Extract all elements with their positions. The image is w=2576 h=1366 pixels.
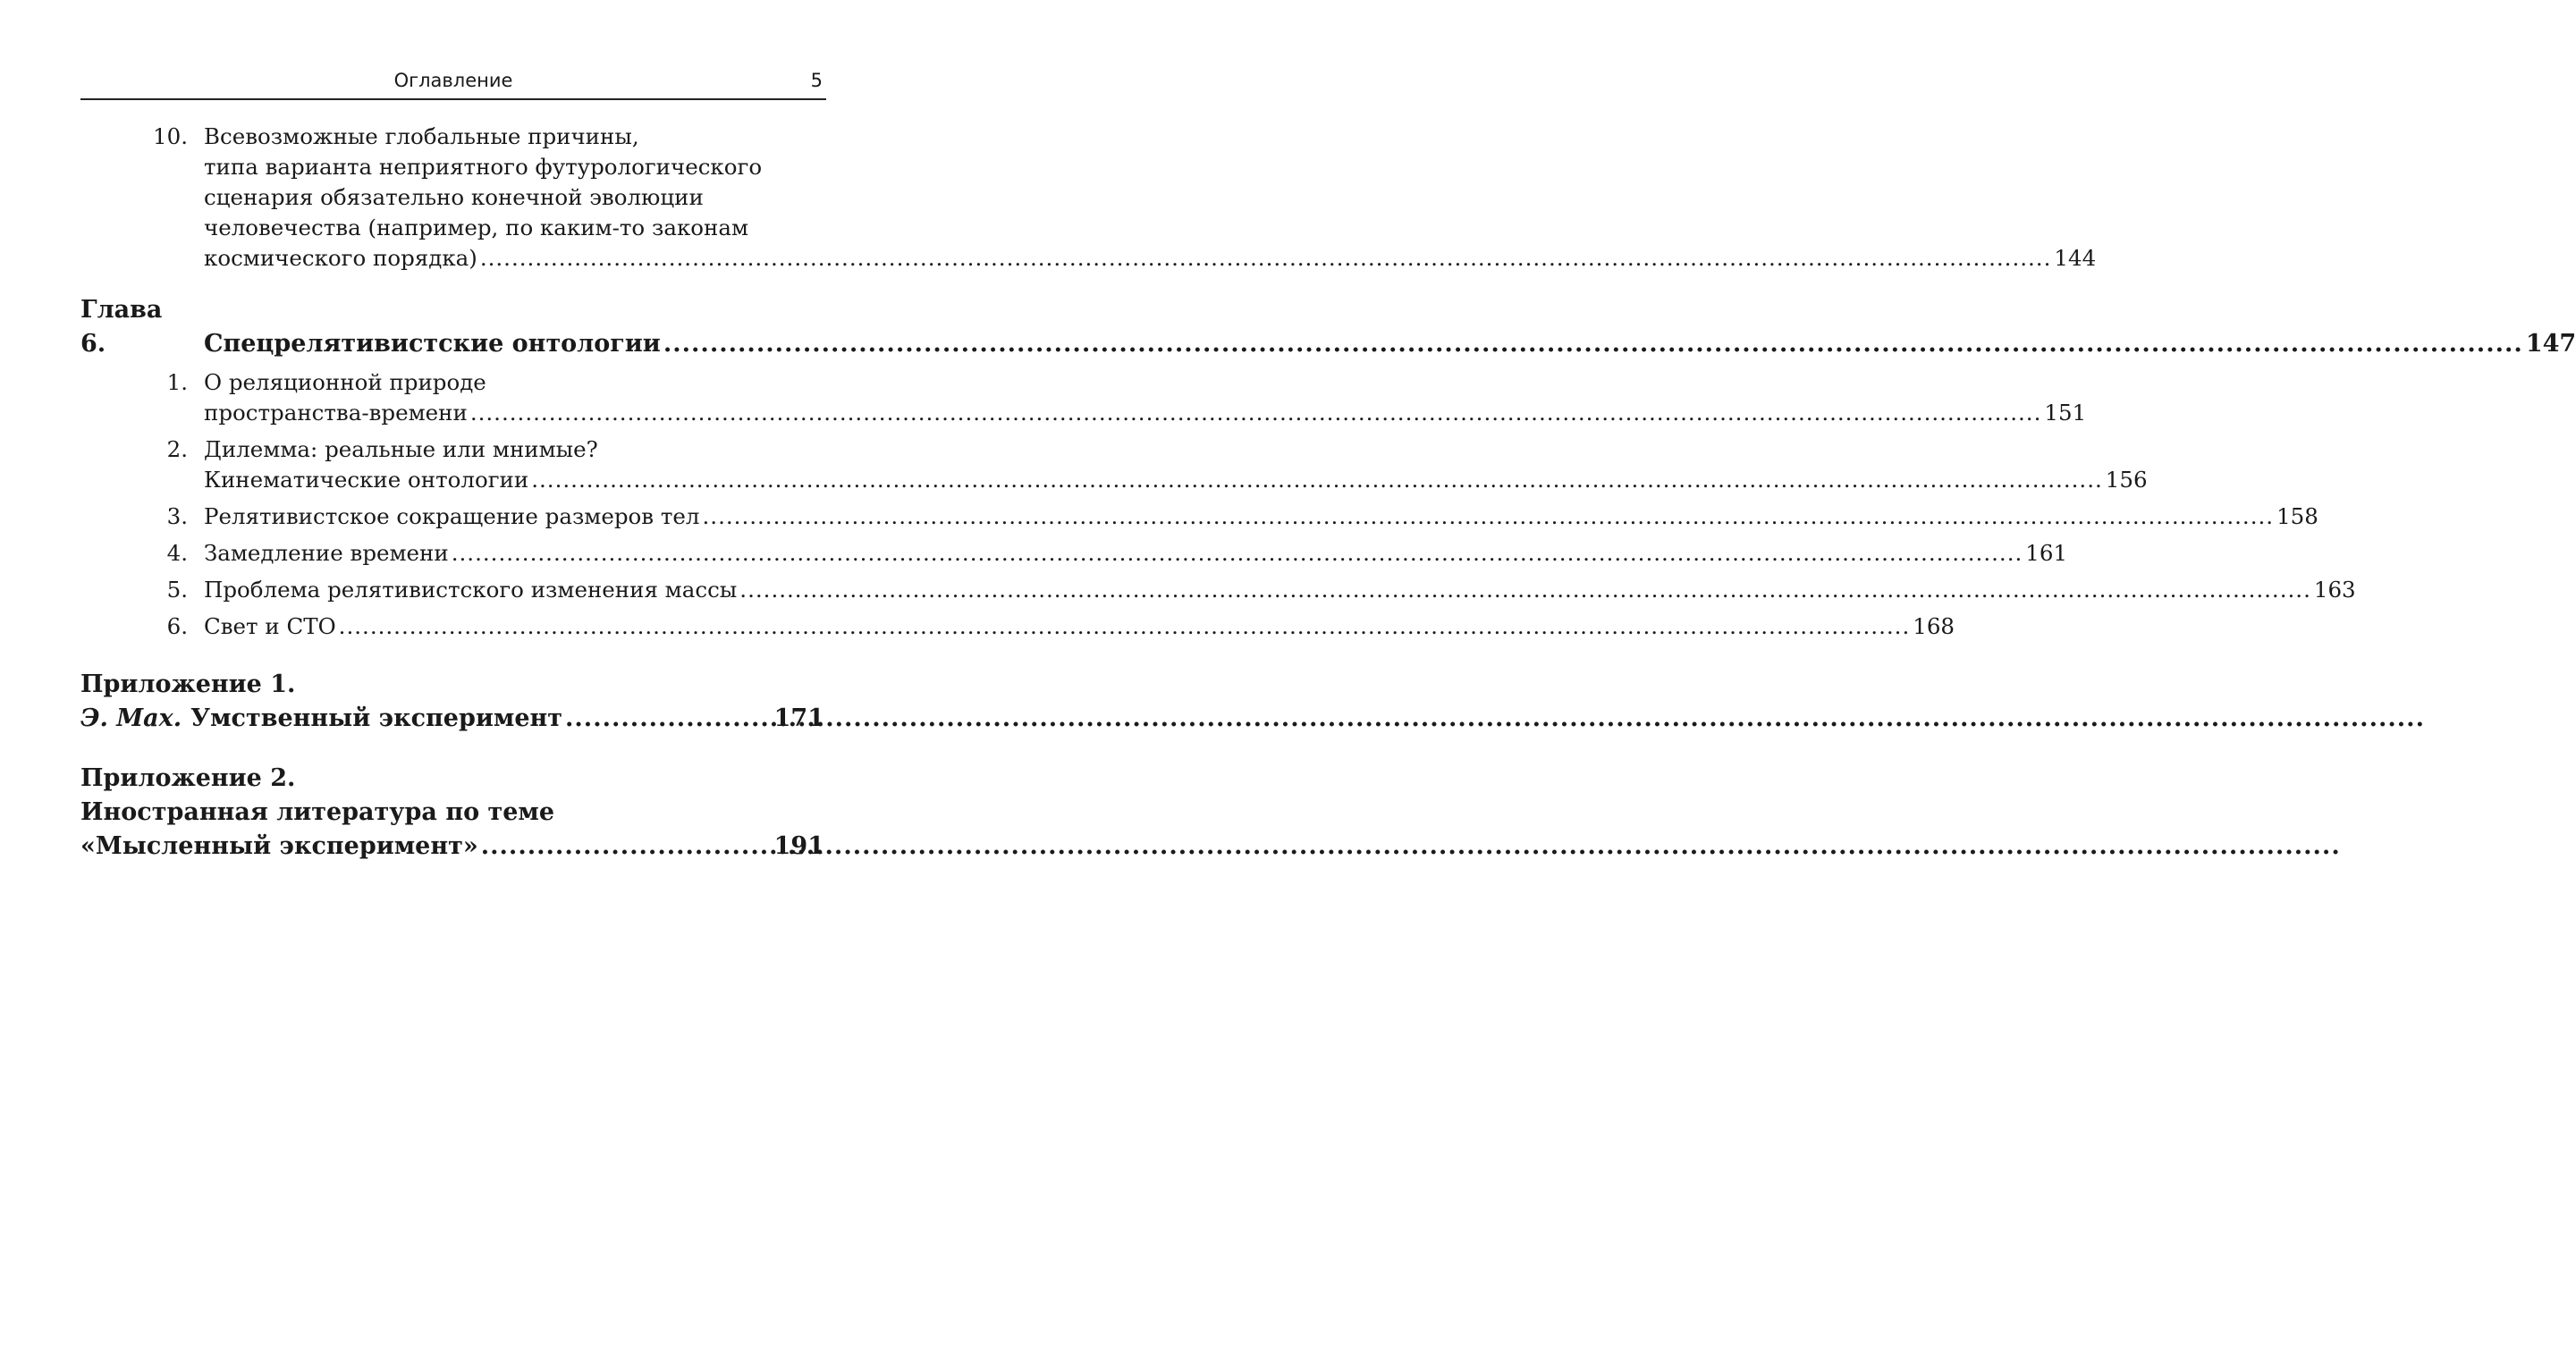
toc-entry-section-5[interactable]	[80, 575, 2356, 605]
toc-entry-section-3[interactable]	[80, 502, 2318, 532]
entry-number: 5.	[166, 577, 188, 603]
entry-page: 151	[2044, 400, 2087, 426]
leader-dots	[339, 611, 1911, 642]
header-title: Оглавление	[393, 70, 513, 91]
appendix-label: Приложение 1.	[80, 670, 296, 698]
entry-page: 168	[1913, 613, 1955, 639]
entry-number: 2.	[166, 436, 188, 462]
entry-line: типа варианта неприятного футурологического	[204, 154, 763, 180]
leader-dots	[481, 830, 772, 864]
leader-dots	[470, 398, 2042, 428]
entry-title: Замедление времени	[204, 540, 449, 566]
appendix-title-line: «Мысленный эксперимент»	[80, 832, 478, 860]
toc-entry-section-10[interactable]	[80, 122, 2097, 274]
entry-title: Релятивистское сокращение размеров тел	[204, 503, 700, 529]
entry-line: Дилемма: реальные или мнимые?	[204, 436, 598, 462]
chapter-title: Спецрелятивистские онтологии	[204, 330, 661, 358]
toc-entry-section-4[interactable]	[80, 538, 2068, 569]
appendix-page: 171	[773, 704, 824, 732]
entry-page: 163	[2313, 577, 2356, 603]
entry-line: Всевозможные глобальные причины,	[204, 123, 639, 149]
entry-page: 158	[2276, 503, 2318, 529]
running-header	[80, 66, 826, 100]
entry-line: О реляционной природе	[204, 369, 486, 395]
entry-number: 6.	[166, 613, 188, 639]
entry-line: человечества (например, по каким-то законам	[204, 215, 748, 240]
toc-entry-chapter-6[interactable]	[80, 293, 2576, 361]
entry-line: сценария обязательно конечной эволюции	[204, 184, 704, 210]
appendix-label: Приложение 2.	[80, 764, 296, 792]
header-page-number: 5	[810, 70, 823, 91]
leader-dots	[663, 327, 2523, 361]
toc-entry-appendix-1[interactable]	[80, 668, 824, 736]
entry-title: Проблема релятивистского изменения массы	[204, 577, 738, 603]
chapter-number: Глава 6.	[80, 296, 163, 358]
toc-entry-section-6[interactable]	[80, 611, 1955, 642]
entry-page: 144	[2054, 245, 2097, 271]
appendix-page: 191	[773, 832, 824, 860]
entry-line: пространства-времени	[204, 400, 468, 426]
entry-title: Свет и СТО	[204, 613, 336, 639]
leader-dots	[703, 502, 2275, 532]
toc-entry-appendix-2[interactable]	[80, 762, 824, 864]
entry-page: 161	[2025, 540, 2068, 566]
leader-dots	[480, 243, 2052, 274]
entry-number: 4.	[166, 540, 188, 566]
entry-number: 1.	[166, 369, 188, 395]
leader-dots	[565, 702, 772, 736]
entry-line: Кинематические онтологии	[204, 467, 529, 493]
table-of-contents	[80, 122, 2576, 864]
appendix-title-line: Иностранная литература по теме	[80, 798, 555, 826]
appendix-title: Умственный эксперимент	[190, 704, 562, 732]
entry-number: 10.	[153, 123, 188, 149]
leader-dots	[739, 575, 2311, 605]
leader-dots	[452, 538, 2023, 569]
leader-dots	[531, 465, 2103, 495]
toc-entry-section-1[interactable]	[80, 367, 2087, 428]
entry-number: 3.	[166, 503, 188, 529]
chapter-page: 147	[2525, 330, 2576, 358]
appendix-author: Э. Мах.	[80, 704, 182, 732]
entry-line: космического порядка)	[204, 245, 477, 271]
toc-entry-section-2[interactable]	[80, 434, 2148, 495]
entry-page: 156	[2105, 467, 2148, 493]
